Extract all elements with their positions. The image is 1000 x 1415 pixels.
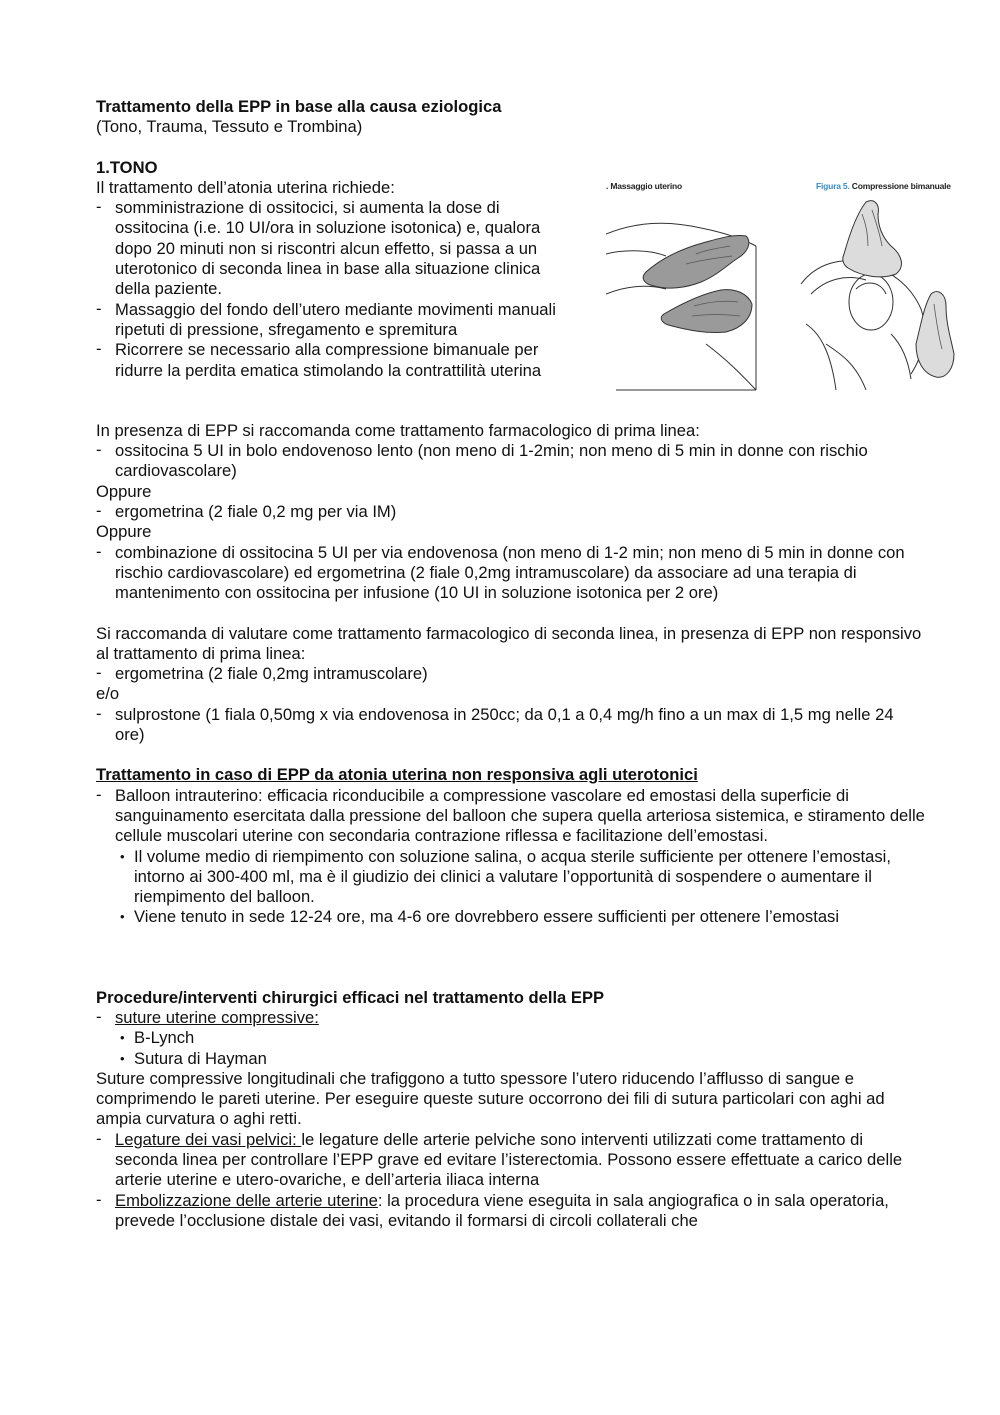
suture-subitem: • Sutura di Hayman [96, 1049, 926, 1069]
atonia-subitem: • Il volume medio di riempimento con soluzione salina, o acqua sterile sufficiente per ottenere l’emostasi, intorno ai 300-400 ml, ma è il giudizio dei clinici a valutare l’opportunità di sospendere o aumentare il riempimento del balloon. [96, 847, 926, 908]
eo-label: e/o [96, 684, 120, 704]
tono-item: - Ricorrere se necessario alla compressione bimanuale per ridurre la perdita ematica stimolando la contrattilità uterina [96, 340, 576, 381]
tono-item: - Massaggio del fondo dell’utero mediante movimenti manuali ripetuti di pressione, sfregamento e spremitura [96, 300, 576, 341]
embolizzazione-item [96, 1191, 926, 1232]
oppure-label: Oppure [96, 481, 152, 501]
legature-text: le legature delle arterie pelviche sono interventi utilizzati come trattamento di seconda linea per controllare l’EPP grave ed evitare l’isterectomia. Possono essere effettuate a carico delle arterie uterine e utero-ovariche, e dell’arteria iliaca interna [115, 1129, 903, 1190]
tono-item: - somministrazione di ossitocici, si aumenta la dose di ossitocina (i.e. 10 UI/ora in soluzione isotonica) e, qualora dopo 20 minuti non si riscontri alcun effetto, si passa a un uterotonico di seconda linea in base alla situazione clinica della paziente. [96, 198, 576, 299]
figure-number: Figura 5. [816, 181, 850, 191]
tono-intro: Il trattamento dell’atonia uterina richiede: [96, 177, 395, 197]
seconda-linea-intro: Si raccomanda di valutare come trattamento farmacologico di seconda linea, in presenza di EPP non responsivo al trattamento di prima linea: [96, 623, 922, 663]
suture-label: suture uterine compressive: [115, 1007, 319, 1027]
chirurgia-title: Procedure/interventi chirurgici efficaci nel trattamento della EPP [96, 987, 605, 1007]
oppure-label: Oppure [96, 522, 152, 542]
figure-right-caption-text: Compressione bimanuale [849, 181, 951, 191]
tono-section [96, 158, 576, 381]
figure-left-caption: . Massaggio uterino [606, 181, 683, 191]
main-heading: Trattamento della EPP in base alla causa eziologica [96, 97, 502, 116]
atonia-item: - Balloon intrauterino: efficacia riconducibile a compressione vascolare ed emostasi della superficie di sanguinamento esercitata dalla pressione del balloon che supera quella arteriosa sistemica, e stiramento delle cellule muscolari uterine con secondaria contrazione riflessa e facilitazione dell’emostasi. [96, 786, 926, 847]
embolizzazione-text: : la procedura viene eseguita in sala angiografica o in sala operatoria, prevede l’occlusione distale dei vasi, evitando il formarsi di circoli collaterali che [115, 1190, 889, 1230]
embolizzazione-label: Embolizzazione delle arterie uterine [115, 1190, 378, 1210]
suture-subitem: • B-Lynch [96, 1028, 926, 1048]
prima-linea-item: - ossitocina 5 UI in bolo endovenoso lento (non meno di 1-2min; non meno di 5 min in donne con rischio cardiovascolare) [96, 441, 926, 482]
atonia-subitem: • Viene tenuto in sede 12-24 ore, ma 4-6 ore dovrebbero essere sufficienti per ottenere l’emostasi [96, 907, 926, 927]
seconda-linea-item: - ergometrina (2 fiale 0,2mg intramuscolare) [96, 664, 926, 684]
figures-panel [606, 174, 956, 394]
seconda-linea-item: - sulprostone (1 fiala 0,50mg x via endovenosa in 250cc; da 0,1 a 0,4 mg/h fino a un max di 1,5 mg nelle 24 ore) [96, 705, 926, 746]
atonia-title: Trattamento in caso di EPP da atonia uterina non responsiva agli uterotonici [96, 765, 698, 785]
prima-linea-intro: In presenza di EPP si raccomanda come trattamento farmacologico di prima linea: [96, 420, 700, 440]
uterine-massage-illustration [606, 194, 761, 392]
tono-title: 1.TONO [96, 157, 158, 177]
legature-label: Legature dei vasi pelvici: [115, 1129, 302, 1149]
suture-item [96, 1008, 926, 1028]
prima-linea-item: - ergometrina (2 fiale 0,2 mg per via IM) [96, 502, 926, 522]
legature-item [96, 1130, 926, 1191]
main-subheading: (Tono, Trauma, Tessuto e Trombina) [96, 117, 363, 137]
bimanual-compression-illustration [796, 194, 956, 392]
prima-linea-item: - combinazione di ossitocina 5 UI per via endovenosa (non meno di 1-2 min; non meno di 5 min in donne con rischio cardiovascolare) ed ergometrina (2 fiale 0,2mg intramuscolare) da associare ad una terapia di mantenimento con ossitocina per infusione (10 UI in soluzione isotonica per 2 ore) [96, 543, 926, 604]
suture-description: Suture compressive longitudinali che trafiggono a tutto spessore l’utero riducendo l’afflusso di sangue e comprimendo le pareti uterine. Per eseguire queste suture occorrono dei fili di sutura particolari con aghi ad ampia curvatura o aghi retti. [96, 1068, 885, 1129]
